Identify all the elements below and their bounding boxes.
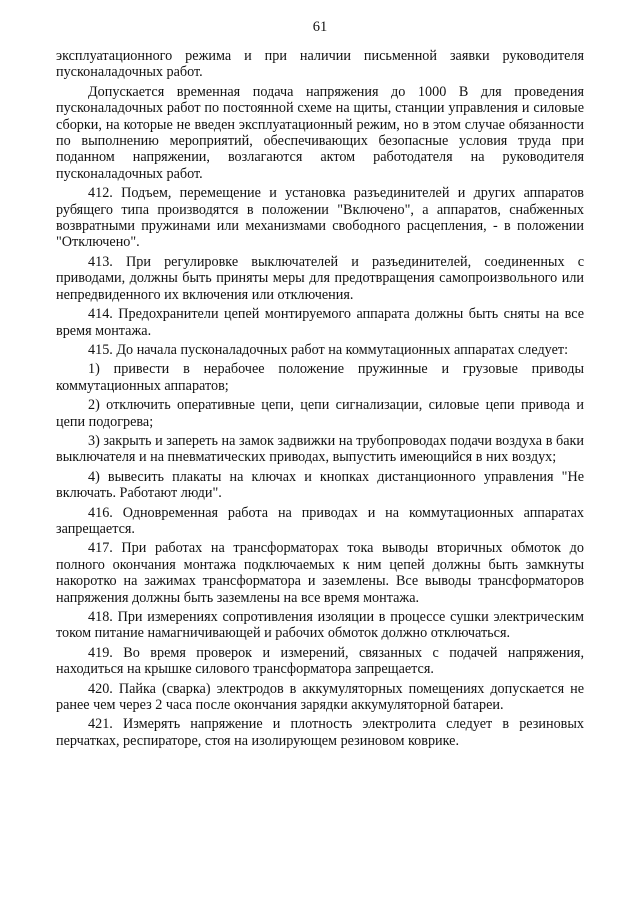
clause-421: 421. Измерять напряжение и плотность электролита следует в резиновых перчатках, респираторе, стоя на изолирующем резиновом коврике. — [56, 716, 584, 749]
clause-415-item-4: 4) вывесить плакаты на ключах и кнопках дистанционного управления "Не включать. Работают люди". — [56, 468, 584, 502]
clause-412: 412. Подъем, перемещение и установка разъединителей и других аппаратов рубящего типа производятся в положении "Включено", а аппаратов, снабженных возвратными пружинами или механизмами свободного расцепления, - в положении "Отключено". — [56, 185, 584, 251]
clause-413: 413. При регулировке выключателей и разъединителей, соединенных с приводами, должны быть приняты меры для предотвращения самопроизвольного или непредвиденного их включения или отключения. — [56, 253, 584, 303]
clause-415-item-2: 2) отключить оперативные цепи, цепи сигнализации, силовые цепи привода и цепи подогрева; — [56, 397, 584, 430]
clause-419: 419. Во время проверок и измерений, связанных с подачей напряжения, находиться на крышке силового трансформатора запрещается. — [56, 644, 584, 678]
paragraph: Допускается временная подача напряжения до 1000 В для проведения пусконаладочных работ по постоянной схеме на щиты, станции управления и силовые сборки, на которые не введен эксплуатационный режим, но в этом случае обязанности по выполнению мероприятий, обеспечивающих безопасные условия труда при поданном напряжении, возлагаются актом работодателя на руководителя пусконаладочных работ. — [56, 83, 584, 182]
clause-415-item-1: 1) привести в нерабочее положение пружинные и грузовые приводы коммутационных аппаратов; — [56, 361, 584, 394]
page-number: 61 — [312, 19, 328, 35]
clause-420: 420. Пайка (сварка) электродов в аккумуляторных помещениях допускается не ранее чем через 2 часа после окончания зарядки аккумуляторной батареи. — [56, 680, 584, 714]
clause-415-item-3: 3) закрыть и запереть на замок задвижки на трубопроводах подачи воздуха в баки выключателя и на пневматических приводах, выпустить имеющийся в них воздух; — [56, 432, 584, 466]
clause-418: 418. При измерениях сопротивления изоляции в процессе сушки электрическим током питание намагничивающей и рабочих обмоток должно отключаться. — [56, 609, 584, 642]
clause-414: 414. Предохранители цепей монтируемого аппарата должны быть сняты на все время монтажа. — [56, 306, 584, 339]
clause-416: 416. Одновременная работа на приводах и на коммутационных аппаратах запрещается. — [56, 504, 584, 537]
paragraph: эксплуатационного режима и при наличии письменной заявки руководителя пусконаладочных работ. — [56, 48, 584, 81]
clause-417: 417. При работах на трансформаторах тока выводы вторичных обмоток до полного окончания монтажа подключаемых к ним цепей должны быть замкнуты накоротко на зажимах трансформатора и заземлены. Все выводы трансформаторов напряжения должны быть заземлены на все время монтажа. — [56, 540, 584, 606]
clause-415: 415. До начала пусконаладочных работ на коммутационных аппаратах следует: — [88, 341, 569, 358]
